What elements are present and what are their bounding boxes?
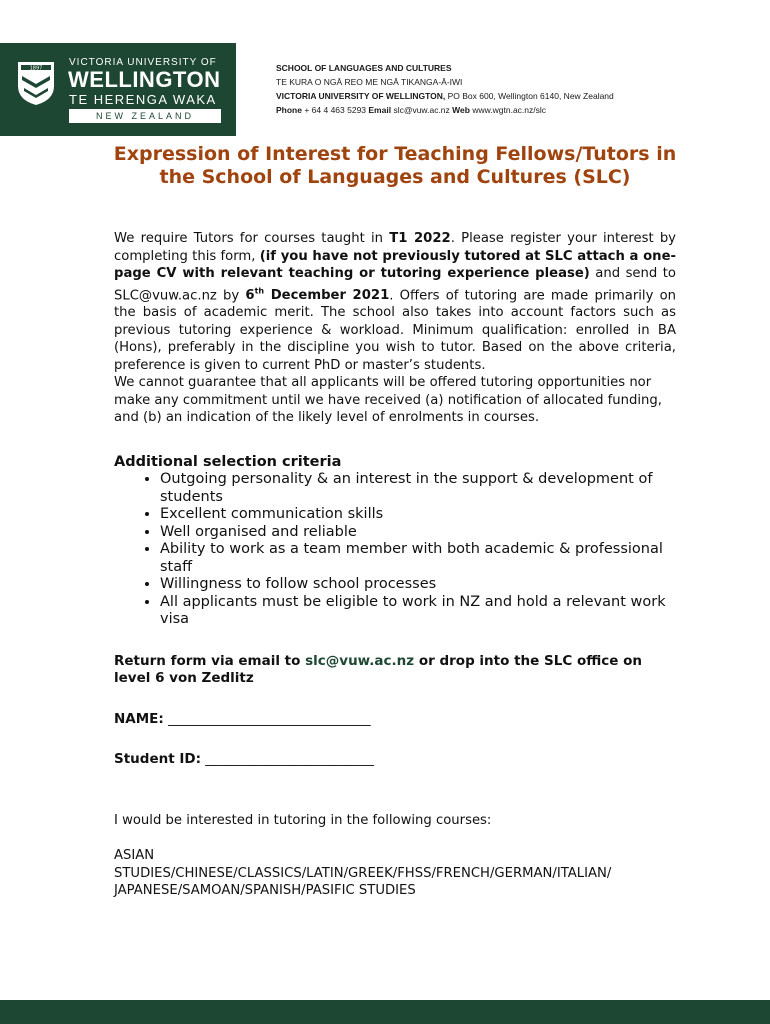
intro-paragraph — [114, 230, 676, 374]
intro-text: We require Tutors for courses taught in — [114, 231, 390, 246]
name-blank-line[interactable]: ______________________________ — [163, 710, 371, 727]
return-text: or drop into the SLC office on level 6 von Zedlitz — [114, 652, 643, 687]
criteria-heading: Additional selection criteria — [114, 453, 342, 470]
phone-value: + 64 4 463 5293 — [301, 105, 369, 115]
crest-icon — [16, 60, 56, 106]
course-line: ASIAN — [114, 848, 155, 864]
intro-text: and send to SLC@vuw.ac.nz by — [114, 266, 676, 303]
course-line: JAPANESE/SAMOAN/SPANISH/PASIFIC STUDIES — [114, 883, 416, 899]
course-line: STUDIES/CHINESE/CLASSICS/LATIN/GREEK/FHSS/FRENCH/GERMAN/ITALIAN/ — [114, 865, 612, 881]
logo-text-new-zealand: NEW ZEALAND — [69, 109, 221, 123]
funding-paragraph: We cannot guarantee that all applicants will be offered tutoring opportunities nor make any commitment until we have received (a) notification of allocated funding, and (b) an indication of the likely level of enrolments in courses. — [114, 375, 662, 426]
intro-text: . Offers of tutoring are made primarily on the basis of academic merit. The school also takes into account factors such as previous tutoring experience & workload. Minimum qualification: enrolled in BA (Hons), preferably in the discipline you wish to tutor. Based on the above criteria, preference is given to current PhD or master’s students. — [114, 287, 676, 373]
deadline-suffix: th — [254, 286, 265, 296]
list-item: • Outgoing personality & an interest in the support & development of students — [160, 471, 676, 506]
return-text: Return form via email to — [114, 652, 306, 669]
deadline-date — [245, 288, 389, 303]
phone-label: Phone — [276, 105, 302, 115]
crest-year: 1897 — [29, 65, 43, 72]
school-name-maori: TE KURA O NGĀ REO ME NGĀ TIKANGA-Ā-IWI — [276, 77, 463, 87]
email-value[interactable]: slc@vuw.ac.nz — [391, 105, 453, 115]
list-item: • Excellent communication skills — [160, 506, 676, 524]
student-id-blank-line[interactable]: _________________________ — [201, 751, 375, 768]
university-logo — [0, 43, 236, 136]
logo-text-te-herenga-waka: TE HERENGA WAKA — [69, 92, 217, 107]
web-label: Web — [452, 105, 470, 115]
footer-bar — [0, 1000, 770, 1024]
web-value[interactable]: www.wgtn.ac.nz/slc — [469, 105, 547, 115]
deadline-day: 6 — [245, 287, 255, 303]
form-body — [114, 230, 676, 900]
cv-note: (if you have not previously tutored at SLC attach a one-page CV with relevant teaching or tutoring experience please) — [114, 248, 676, 281]
email-label: Email — [368, 105, 392, 115]
criteria-list — [114, 471, 676, 629]
name-field[interactable] — [114, 711, 676, 729]
trimester-label: T1 2022 — [389, 231, 451, 246]
logo-text-wellington: WELLINGTON — [68, 67, 221, 92]
page-title: Expression of Interest for Teaching Fellows/Tutors in the School of Languages and Cultures (SLC) — [113, 143, 677, 188]
name-label: NAME: — [114, 710, 164, 727]
list-item: • All applicants must be eligible to work in NZ and hold a relevant work visa — [160, 594, 676, 629]
deadline-month-year: December 2021 — [264, 287, 390, 303]
list-item: • Well organised and reliable — [160, 524, 676, 542]
contact-block — [276, 61, 614, 117]
student-id-label: Student ID: — [114, 751, 201, 768]
contact-details — [276, 103, 614, 117]
return-instructions — [114, 653, 676, 688]
postal-address — [276, 89, 614, 103]
course-list — [114, 847, 676, 900]
list-item: • Willingness to follow school processes — [160, 576, 676, 594]
student-id-field[interactable] — [114, 751, 676, 769]
logo-text-line1: VICTORIA UNIVERSITY OF — [69, 57, 217, 68]
list-item: • Ability to work as a team member with both academic & professional staff — [160, 541, 676, 576]
return-email-link[interactable]: slc@vuw.ac.nz — [305, 652, 415, 669]
school-name: SCHOOL OF LANGUAGES AND CULTURES — [276, 63, 452, 73]
university-name: VICTORIA UNIVERSITY OF WELLINGTON, — [276, 91, 446, 101]
address-text: PO Box 600, Wellington 6140, New Zealand — [445, 91, 614, 101]
intro-text: . Please register your interest by completing this form, — [114, 231, 676, 264]
interest-statement: I would be interested in tutoring in the following courses: — [114, 812, 492, 828]
